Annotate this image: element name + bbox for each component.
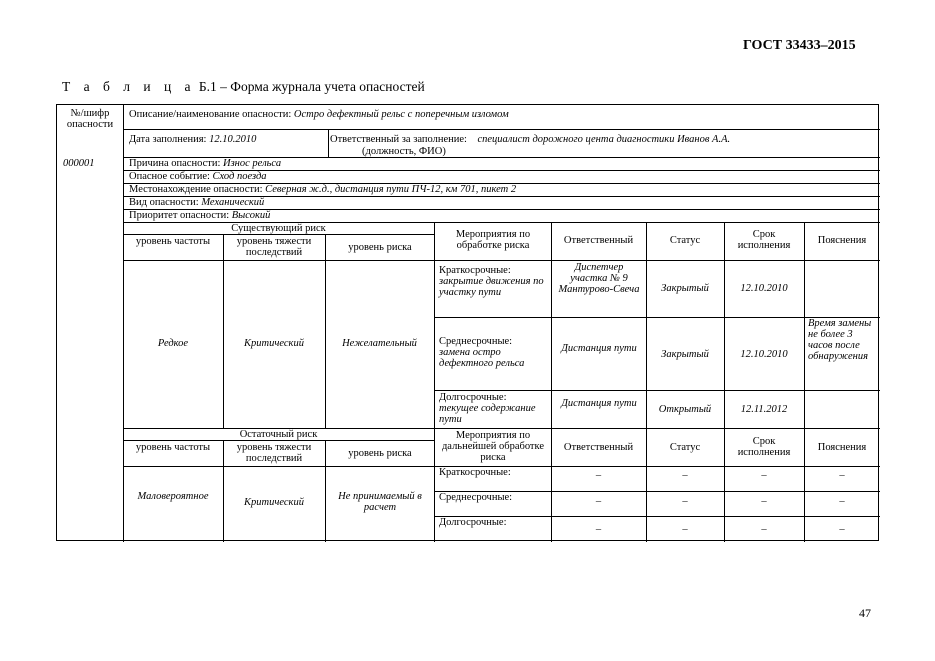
- location-row: [129, 184, 516, 195]
- residual-resp-medium: –: [595, 496, 602, 507]
- priority-row: [129, 210, 270, 221]
- residual-risk-title: Остаточный риск: [239, 429, 318, 440]
- residual-status-medium: –: [682, 496, 688, 507]
- hazard-log-table: [56, 104, 879, 541]
- residual-note-long: –: [839, 524, 845, 535]
- existing-severity: Критический: [244, 338, 304, 349]
- type-value: Механический: [201, 197, 265, 208]
- existing-col-severity: уровень тяжести последствий: [236, 236, 312, 258]
- residual-measure-long: Долгосрочные:: [439, 517, 507, 528]
- residual-frequency: Маловероятное: [137, 491, 209, 502]
- type-row: [129, 197, 264, 208]
- date-row: [129, 134, 256, 145]
- residual-col-severity: уровень тяжести последствий: [236, 442, 312, 464]
- residual-deadline-short: –: [761, 470, 767, 481]
- existing-measure-medium: [439, 336, 547, 369]
- table-caption: [62, 79, 425, 95]
- existing-deadline-short: 12.10.2010: [740, 283, 788, 294]
- existing-col-status: Статус: [669, 235, 701, 246]
- residual-col-measures: Мероприятия по дальнейшей обработке риска: [441, 430, 545, 463]
- type-label: Вид опасности:: [129, 197, 199, 208]
- measure-medium-label: Среднесрочные:: [439, 336, 513, 347]
- existing-resp-short: Диспетчер участка № 9 Мантурово-Свеча: [558, 262, 640, 295]
- hazard-code: 000001: [63, 158, 95, 169]
- existing-col-responsible: Ответственный: [563, 235, 634, 246]
- residual-col-notes: Пояснения: [817, 442, 867, 453]
- code-header: №/шифр опасности: [66, 108, 114, 130]
- event-row: [129, 171, 267, 182]
- existing-col-frequency: уровень частоты: [135, 236, 211, 247]
- residual-resp-short: –: [595, 470, 602, 481]
- existing-deadline-medium: 12.10.2010: [740, 349, 788, 360]
- existing-measure-long: [439, 392, 547, 425]
- caption-label: Т а б л и ц а: [62, 79, 196, 94]
- description-row: [129, 109, 509, 120]
- residual-resp-long: –: [595, 524, 602, 535]
- responsible-label: Ответственный за заполнение:: [330, 134, 467, 145]
- residual-col-responsible: Ответственный: [563, 442, 634, 453]
- priority-label: Приоритет опасности:: [129, 210, 230, 221]
- residual-deadline-long: –: [761, 524, 767, 535]
- description-label: Описание/наименование опасности:: [129, 109, 292, 120]
- document-code: ГОСТ 33433–2015: [743, 38, 856, 53]
- residual-col-deadline: Срок исполнения: [737, 436, 791, 458]
- measure-long-text: текущее содержание пути: [439, 403, 536, 425]
- cause-row: [129, 158, 281, 169]
- event-value: Сход поезда: [212, 171, 267, 182]
- existing-col-notes: Пояснения: [817, 235, 867, 246]
- priority-value: Высокий: [231, 210, 271, 221]
- existing-status-long: Открытый: [658, 404, 712, 415]
- existing-resp-long: Дистанция пути: [561, 398, 637, 409]
- cause-label: Причина опасности:: [129, 158, 221, 169]
- responsible-row: [330, 134, 730, 145]
- cause-value: Износ рельса: [223, 158, 282, 169]
- residual-status-long: –: [682, 524, 688, 535]
- existing-deadline-long: 12.11.2012: [740, 404, 788, 415]
- page-number: 47: [859, 606, 871, 620]
- residual-note-medium: –: [839, 496, 845, 507]
- existing-measure-short: [439, 265, 547, 298]
- existing-col-risk: уровень риска: [348, 242, 412, 253]
- description-value: Остро дефектный рельс с поперечным изломом: [293, 109, 509, 120]
- existing-note-medium: Время замены не более 3 часов после обнаружения: [808, 318, 872, 362]
- residual-col-status: Статус: [669, 442, 701, 453]
- residual-deadline-medium: –: [761, 496, 767, 507]
- existing-col-deadline: Срок исполнения: [737, 229, 791, 251]
- existing-status-short: Закрытый: [661, 283, 709, 294]
- date-value: 12.10.2010: [209, 134, 257, 145]
- residual-col-frequency: уровень частоты: [135, 442, 211, 453]
- existing-frequency: Редкое: [157, 338, 189, 349]
- measure-medium-text: замена остро дефектного рельса: [439, 347, 525, 369]
- existing-risk-level: Нежелательный: [342, 338, 417, 349]
- existing-risk-title: Существующий риск: [231, 223, 326, 234]
- location-value: Северная ж.д., дистанция пути ПЧ-12, км 701, пикет 2: [265, 184, 517, 195]
- measure-long-label: Долгосрочные:: [439, 392, 507, 403]
- residual-measure-short: Краткосрочные:: [439, 467, 511, 478]
- residual-risk-level: Не принимаемый в расчет: [338, 491, 422, 513]
- responsible-note: (должность, ФИО): [362, 146, 446, 157]
- responsible-value: специалист дорожного цента диагностики Иванов А.А.: [477, 134, 731, 145]
- existing-resp-medium: Дистанция пути: [561, 343, 637, 354]
- residual-col-risk: уровень риска: [348, 448, 412, 459]
- residual-status-short: –: [682, 470, 688, 481]
- measure-short-text: закрытие движения по участку пути: [439, 276, 544, 298]
- residual-severity: Критический: [244, 497, 304, 508]
- existing-col-measures: Мероприятия по обработке риска: [455, 229, 531, 251]
- residual-note-short: –: [839, 470, 845, 481]
- date-label: Дата заполнения:: [129, 134, 207, 145]
- residual-measure-medium: Среднесрочные:: [439, 492, 513, 503]
- caption-title: Б.1 – Форма журнала учета опасностей: [195, 79, 425, 94]
- event-label: Опасное событие:: [129, 171, 210, 182]
- measure-short-label: Краткосрочные:: [439, 265, 511, 276]
- location-label: Местонахождение опасности:: [129, 184, 263, 195]
- existing-status-medium: Закрытый: [661, 349, 709, 360]
